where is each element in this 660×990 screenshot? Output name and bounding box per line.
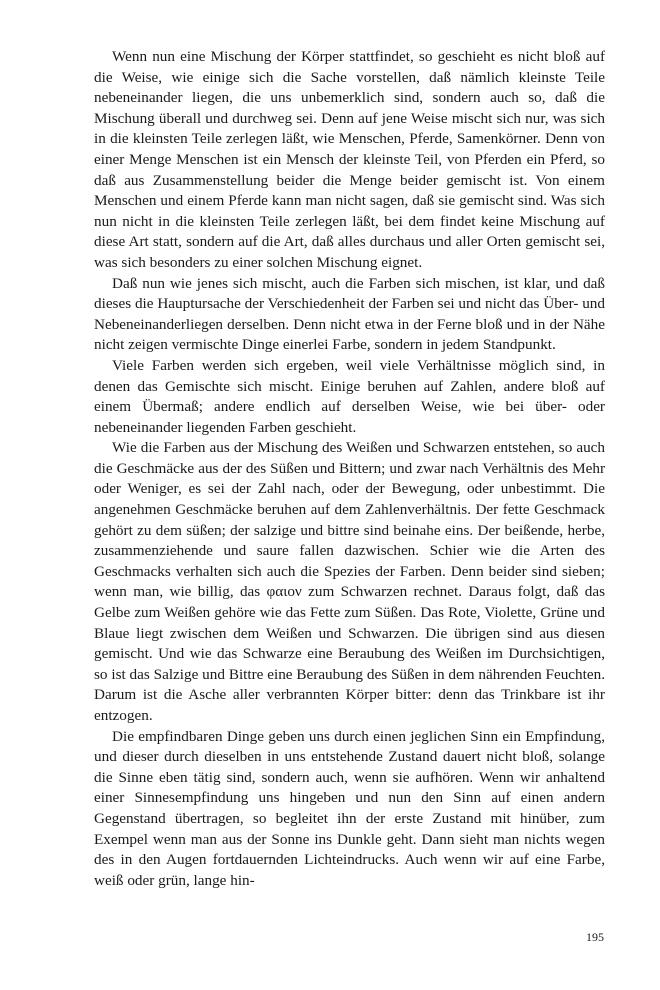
paragraph-1: Wenn nun eine Mischung der Körper stattfindet, so geschieht es nicht bloß auf die Weise, wie einige sich die Sache vorstellen, daß nämlich kleinste Teile nebeneinander liegen, die uns unbemerklich sind, sondern auch so, daß die Mischung überall und durchweg sei. Denn auf jene Weise mischt sich nur, was sich in die kleinsten Teile zerlegen läßt, wie Menschen, Pferde, Samenkörner. Denn von einer Menge Menschen ist ein Mensch der kleinste Teil, von Pferden ein Pferd, so daß aus Zusammenstellung beider die Menge beider gemischt ist. Von einem Menschen und einem Pferde kann man nicht sagen, daß sie gemischt sind. Was sich nun nicht in die kleinsten Teile zerlegen läßt, bei dem findet keine Mischung auf diese Art statt, sondern auf die Art, daß alles durchaus und aller Orten gemischt sei, was sich besonders zu einer solchen Mischung eignet.	[94, 48, 605, 271]
paragraph-5: Die empfindbaren Dinge geben uns durch einen jeglichen Sinn ein Empfindung, und dieser durch dieselben in uns entstehende Zustand dauert nicht bloß, solange die Sinne eben tätig sind, sondern auch, wenn sie aufhören. Wenn wir anhaltend einer Sinnesempfindung uns hingeben und nun den Sinn auf einen andern Gegenstand übertragen, so begleitet ihn der erste Zustand mit hinüber, zum Exempel wenn man aus der Sonne ins Dunkle geht. Dann sieht man nichts wegen des in den Augen fortdauernden Lichteindrucks. Auch wenn wir auf eine Farbe, weiß oder grün, lange hin-	[94, 727, 605, 889]
page-number: 195	[586, 930, 604, 944]
paragraph-3: Viele Farben werden sich ergeben, weil viele Verhältnisse möglich sind, in denen das Gemischte sich mischt. Einige beruhen auf Zahlen, andere bloß auf einem Übermaß; andere endlich auf derselben Weise, wie bei über- oder nebeneinander liegenden Farben geschieht.	[94, 356, 605, 436]
body-text	[94, 47, 605, 891]
paragraph-4: Wie die Farben aus der Mischung des Weißen und Schwarzen entstehen, so auch die Geschmäcke aus der des Süßen und Bittern; und zwar nach Verhältnis des Mehr oder Weniger, es sei der Zahl nach, oder der Bewegung, oder unbestimmt. Die angenehmen Geschmäcke beruhen auf dem Zahlenverhältnis. Der fette Geschmack gehört zu dem süßen; der salzige und bittre sind beinahe eins. Der beißende, herbe, zusammenziehende und saure fallen dazwischen. Schier wie die Arten des Geschmacks verhalten sich auch die Spezies der Farben. Denn beider sind sieben; wenn man, wie billig, das φαιον zum Schwarzen rechnet. Daraus folgt, daß das Gelbe zum Weißen gehöre wie das Fette zum Süßen. Das Rote, Violette, Grüne und Blaue liegt zwischen dem Weißen und Schwarzen. Die übrigen sind aus diesen gemischt. Und wie das Schwarze eine Beraubung des Weißen im Durchsichtigen, so ist das Salzige und Bittre eine Beraubung des Süßen in dem nährenden Feuchten. Darum ist die Asche aller verbrannten Körper bitter: denn das Trinkbare ist ihr entzogen.	[94, 439, 605, 724]
paragraph-2: Daß nun wie jenes sich mischt, auch die Farben sich mischen, ist klar, und daß dieses die Hauptursache der Verschiedenheit der Farben sei und nicht das Über- und Nebeneinanderliegen derselben. Denn nicht etwa in der Ferne bloß und in der Nähe nicht zeigen vermischte Dinge einerlei Farbe, sondern in jedem Standpunkt.	[94, 274, 605, 354]
